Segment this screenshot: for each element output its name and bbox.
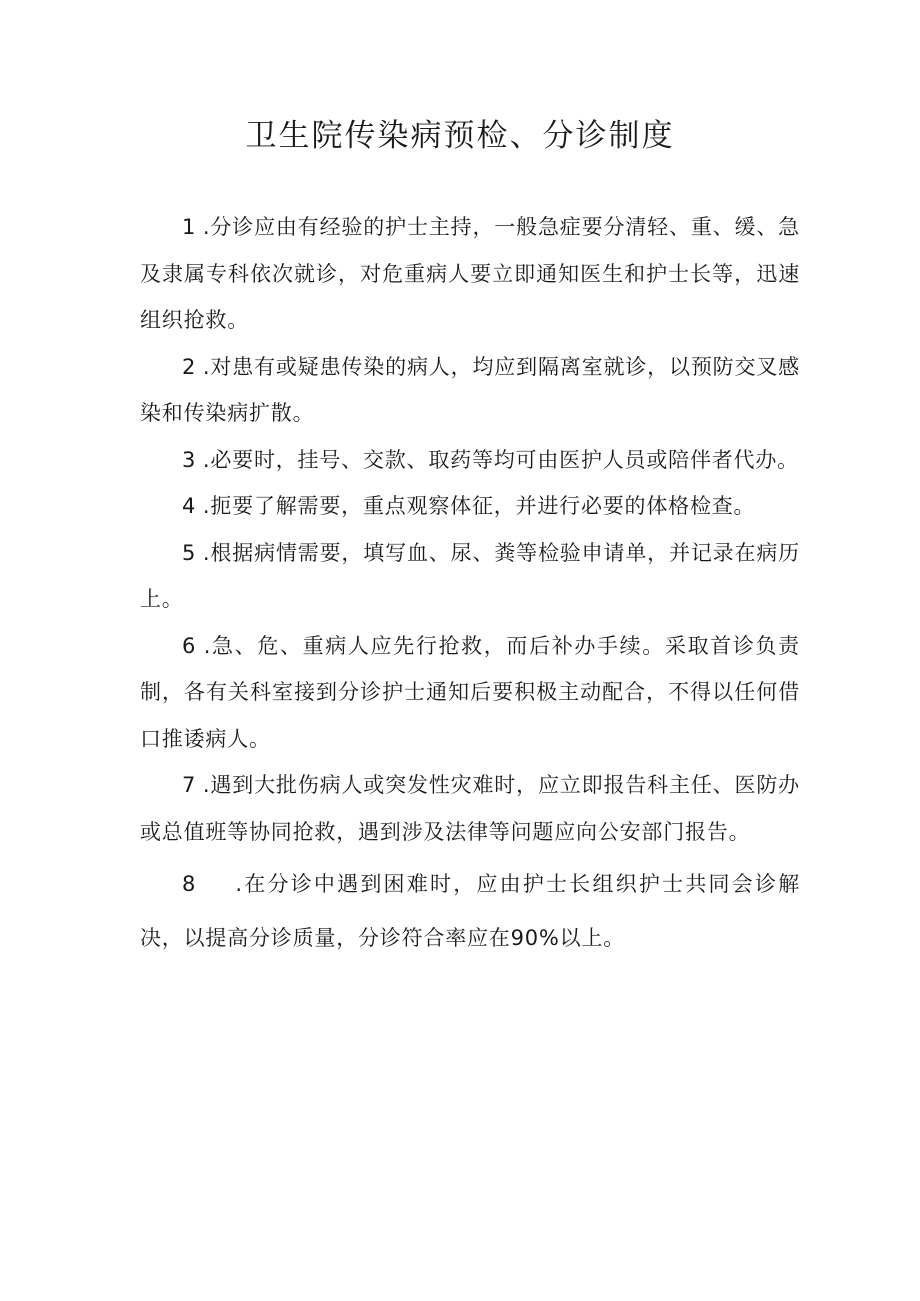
item-text: 必要时，挂号、交款、取药等均可由医护人员或陪伴者代办。	[210, 447, 799, 472]
item-text: 遇到大批伤病人或突发性灾难时，应立即报告科主任、医防办或总值班等协同抢救，遇到涉及法律等问题应向公安部门报告。	[140, 773, 800, 844]
item-text: 分诊应由有经验的护士主持，一般急症要分清轻、重、缓、急及隶属专科依次就诊，对危重病人要立即通知医生和护士长等，迅速组织抢救。	[140, 215, 800, 332]
item-number: 5	[182, 540, 196, 565]
item-text: 在分诊中遇到困难时，应由护士长组织护士共同会诊解决，以提高分诊质量，分诊符合率应在90%以上。	[140, 872, 800, 950]
item-separator: .	[203, 633, 212, 658]
item-number: 4	[182, 494, 196, 518]
item-number: 6	[182, 633, 196, 658]
list-item-2	[140, 344, 800, 437]
item-number: 3	[182, 447, 196, 472]
item-text: 根据病情需要，填写血、尿、粪等检验申请单，并记录在病历上。	[140, 540, 800, 611]
item-number: 1	[182, 215, 196, 239]
item-text: 扼要了解需要，重点观察体征，并进行必要的体格检查。	[210, 494, 756, 518]
list-item-7	[140, 762, 800, 855]
item-text: 对患有或疑患传染的病人，均应到隔离室就诊，以预防交叉感染和传染病扩散。	[140, 354, 800, 425]
list-item-6	[140, 623, 800, 763]
list-item-5	[140, 530, 800, 623]
item-separator: .	[202, 447, 211, 472]
list-item-4	[140, 483, 800, 530]
item-separator: .	[202, 773, 211, 797]
item-number: 7	[182, 773, 196, 797]
list-item-8	[140, 857, 800, 965]
item-separator: .	[202, 354, 211, 379]
item-separator: .	[202, 494, 211, 518]
list-item-3	[140, 437, 800, 484]
item-text: 急、危、重病人应先行抢救，而后补办手续。采取首诊负责制，各有关科室接到分诊护士通知后要积极主动配合，不得以任何借口推诿病人。	[140, 633, 800, 751]
item-number: 2	[182, 354, 196, 379]
document-body	[140, 204, 800, 965]
list-item-1	[140, 204, 800, 344]
item-number: 8	[182, 872, 196, 896]
item-separator: .	[235, 872, 243, 896]
item-separator: .	[202, 215, 211, 239]
document-title: 卫生院传染病预检、分诊制度	[245, 118, 675, 154]
item-separator: .	[202, 540, 211, 565]
